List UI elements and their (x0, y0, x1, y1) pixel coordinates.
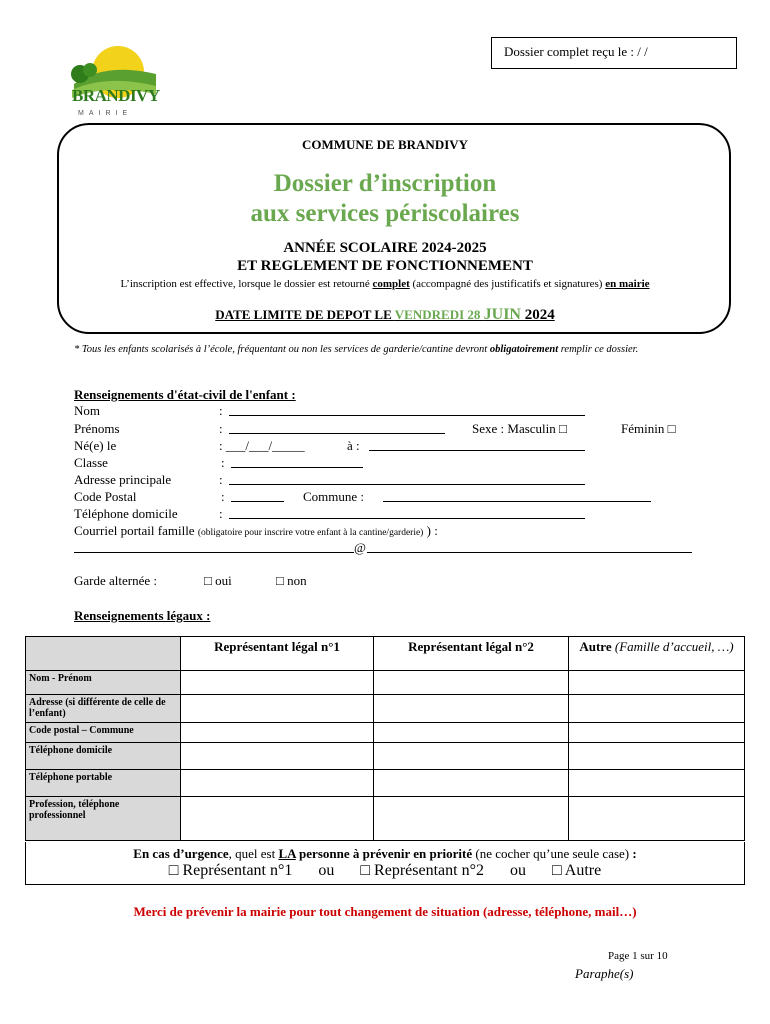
tel-colon: : (219, 506, 223, 521)
email-domain-field[interactable] (367, 552, 692, 553)
cell-input[interactable] (181, 723, 374, 743)
birth-place-field[interactable] (369, 450, 585, 451)
tel-field[interactable] (229, 518, 585, 519)
note-mairie: en mairie (605, 278, 650, 290)
sexe-masculin-checkbox[interactable]: Sexe : Masculin □ (472, 421, 567, 436)
row-label: Code postal – Commune (26, 723, 181, 743)
urgence-bold2: personne à prévenir en priorité (295, 846, 473, 861)
deadline-month: JUIN (483, 306, 521, 323)
urgence-options (0, 862, 770, 880)
document-title-line1: Dossier d’inscription (273, 170, 497, 197)
cell-input[interactable] (181, 743, 374, 770)
row-label: Téléphone portable (26, 770, 181, 797)
obligation-note (74, 343, 694, 356)
civil-section-title: Renseignements d'état-civil de l'enfant : (74, 387, 296, 402)
deadline (0, 306, 770, 324)
cell-input[interactable] (181, 671, 374, 695)
tel-label: Téléphone domicile (74, 506, 178, 521)
code-postal-colon: : (221, 489, 225, 504)
courriel-label (74, 523, 438, 539)
table-corner (26, 637, 181, 671)
ne-le-label: Né(e) le (74, 438, 117, 453)
note-pre: L’inscription est effective, lorsque le dossier est retourné (120, 278, 373, 290)
commune-label: Commune : (303, 489, 365, 504)
courriel-label-end: ) : (426, 523, 438, 538)
brandivy-logo-icon (66, 44, 158, 120)
table-header-row (26, 637, 745, 671)
nom-colon: : (219, 403, 223, 418)
document-title-line2: aux services périscolaires (250, 200, 520, 227)
sexe-feminin-checkbox[interactable]: Féminin □ (621, 421, 676, 436)
garde-label: Garde alternée : (74, 573, 158, 588)
garde-non-checkbox[interactable]: □ non (276, 573, 307, 588)
note-complet: complet (372, 278, 410, 290)
prenoms-colon: : (219, 421, 223, 436)
urgence-rep1-checkbox[interactable]: □ Représentant n°1 (168, 862, 293, 879)
email-user-field[interactable] (74, 552, 354, 553)
row-label: Nom - Prénom (26, 671, 181, 695)
urgence-la: LA (278, 846, 296, 861)
title-frame (57, 123, 731, 334)
email-at-sign: @ (354, 540, 366, 555)
urgence-text2: (ne cocher qu’une seule case) (472, 846, 633, 861)
col-rep1-header: Représentant légal n°1 (181, 637, 374, 671)
classe-field[interactable] (231, 467, 363, 468)
table-row (26, 723, 745, 743)
col-rep2-header: Représentant légal n°2 (374, 637, 569, 671)
urgence-question (0, 846, 770, 862)
urgence-text1: , quel est (228, 846, 279, 861)
urgence-ou-1: ou (318, 862, 335, 879)
birth-place-label: à : (347, 438, 360, 453)
urgence-bold1: En cas d’urgence (133, 846, 229, 861)
nom-field[interactable] (229, 415, 585, 416)
deadline-year: 2024 (520, 307, 555, 323)
adresse-field[interactable] (229, 484, 585, 485)
urgence-colon: : (632, 846, 637, 861)
urgence-rep2-checkbox[interactable]: □ Représentant n°2 (360, 862, 484, 879)
nom-label: Nom (74, 403, 100, 418)
cell-input[interactable] (181, 695, 374, 723)
courriel-label-text: Courriel portail famille (74, 523, 195, 538)
table-row (26, 695, 745, 723)
courriel-note: (obligatoire pour inscrire votre enfant à la cantine/garderie) (197, 528, 424, 538)
table-row (26, 743, 745, 770)
row-label: Adresse (si différente de celle de l’enfant) (26, 695, 181, 723)
code-postal-label: Code Postal (74, 489, 137, 504)
cell-input[interactable] (569, 743, 745, 770)
paraphe-label: Paraphe(s) (575, 966, 634, 981)
row-label: Téléphone domicile (26, 743, 181, 770)
deadline-label: DATE LIMITE DE DEPOT LE (215, 307, 395, 322)
cell-input[interactable] (181, 797, 374, 841)
deadline-day: VENDREDI 28 (394, 307, 484, 322)
cell-input[interactable] (374, 723, 569, 743)
adresse-label: Adresse principale (74, 472, 172, 487)
legal-section-title: Renseignements légaux : (74, 608, 211, 623)
table-row (26, 770, 745, 797)
birth-date-field[interactable]: : ___/___/_____ (219, 438, 305, 453)
prenoms-label: Prénoms (74, 421, 120, 436)
classe-colon: : (221, 455, 225, 470)
obligation-note-pre: * Tous les enfants scolarisés à l’école, fréquentant ou non les services de garderie/cantine devront (74, 344, 490, 355)
received-label: Dossier complet reçu le : / / (504, 44, 648, 59)
cell-input[interactable] (374, 695, 569, 723)
logo-name: BRANDIVY (72, 86, 160, 105)
cell-input[interactable] (569, 671, 745, 695)
logo-subtitle: MAIRIE (78, 110, 133, 117)
cell-input[interactable] (374, 743, 569, 770)
cell-input[interactable] (569, 770, 745, 797)
legal-representatives-table (25, 636, 745, 841)
cell-input[interactable] (569, 695, 745, 723)
obligation-note-bold: obligatoirement (489, 344, 559, 355)
classe-label: Classe (74, 455, 108, 470)
urgence-ou-2: ou (509, 862, 526, 879)
inscription-note (0, 278, 770, 290)
commune-field[interactable] (383, 501, 651, 502)
urgence-autre-checkbox[interactable]: □ Autre (551, 862, 602, 879)
received-stamp-box (491, 37, 737, 69)
col-autre-header (569, 637, 745, 671)
school-year: ANNÉE SCOLAIRE 2024-2025 (283, 240, 487, 256)
table-row (26, 671, 745, 695)
cell-input[interactable] (569, 797, 745, 841)
code-postal-field[interactable] (231, 501, 284, 502)
adresse-colon: : (219, 472, 223, 487)
table-row (26, 797, 745, 841)
rules-heading: ET REGLEMENT DE FONCTIONNEMENT (237, 258, 533, 274)
col-autre-italic: (Famille d’accueil, …) (611, 639, 734, 654)
commune-heading: COMMUNE DE BRANDIVY (301, 137, 469, 152)
note-mid: (accompagné des justificatifs et signatures) (409, 278, 606, 290)
page-number: Page 1 sur 10 (608, 950, 668, 962)
cell-input[interactable] (181, 770, 374, 797)
col-autre-bold: Autre (579, 639, 612, 654)
cell-input[interactable] (374, 797, 569, 841)
prenoms-field[interactable] (229, 433, 445, 434)
obligation-note-post: remplir ce dossier. (558, 344, 639, 355)
change-notice: Merci de prévenir la mairie pour tout changement de situation (adresse, téléphone, mail…) (133, 904, 637, 919)
garde-oui-checkbox[interactable]: □ oui (204, 573, 232, 588)
row-label: Profession, téléphone professionnel (26, 797, 181, 841)
cell-input[interactable] (569, 723, 745, 743)
cell-input[interactable] (374, 770, 569, 797)
cell-input[interactable] (374, 671, 569, 695)
